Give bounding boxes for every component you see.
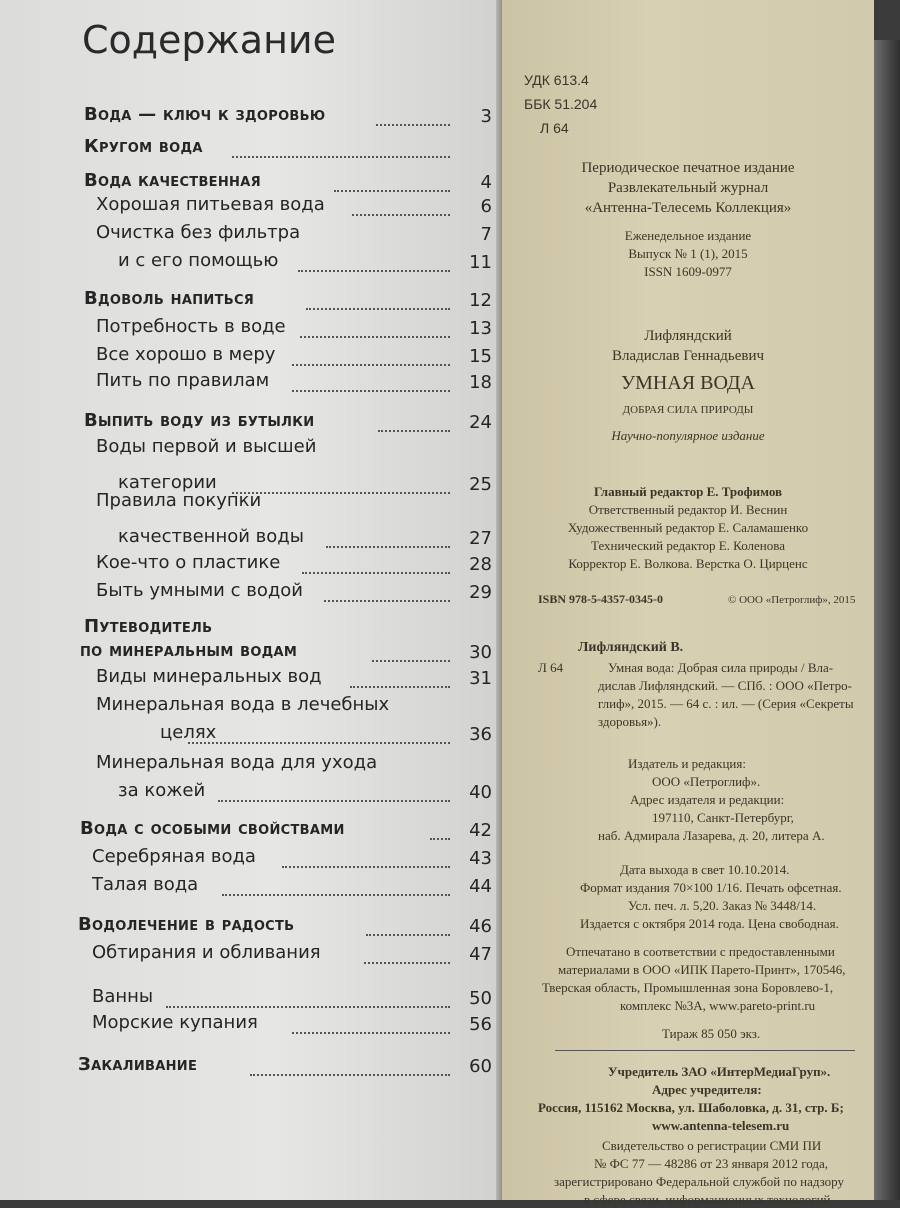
toc-page-number: 46 <box>469 916 492 937</box>
publisher-name: ООО «Петроглиф». <box>652 774 761 789</box>
toc-page-number: 18 <box>469 372 492 393</box>
toc-entry-title: Минеральная вода для ухода <box>96 752 378 773</box>
toc-entry-title: категории <box>118 472 217 493</box>
publisher-city: 197110, Санкт-Петербург, <box>652 810 794 825</box>
publisher-heading: Издатель и редакция: <box>628 756 746 771</box>
toc-entry-title: Кое-что о пластике <box>96 552 281 573</box>
toc-page-number: 11 <box>469 252 492 273</box>
leader-dots <box>352 214 450 216</box>
toc-page-number: 43 <box>469 848 492 869</box>
toc-page-number: 4 <box>480 172 492 193</box>
udk-code: УДК 613.4 <box>524 72 589 88</box>
toc-entry-title: по минеральным водам <box>80 640 298 661</box>
art-editor: Художественный редактор Е. Саламашенко <box>567 520 809 535</box>
leader-dots <box>292 1032 450 1034</box>
leader-dots <box>166 1006 450 1008</box>
toc-entry-title: Обтирания и обливания <box>92 942 321 963</box>
print-order: Усл. печ. л. 5,20. Заказ № 3448/14. <box>628 898 817 913</box>
toc-page-number: 40 <box>469 782 492 803</box>
pub-name: «Антенна-Телесемь Коллекция» <box>584 200 792 216</box>
card-line-3: глиф», 2015. — 64 с. : ил. — (Серия «Секреты <box>598 696 854 711</box>
print-run: Тираж 85 050 экз. <box>662 1026 761 1041</box>
leader-dots <box>302 572 450 574</box>
pub-freq: Еженедельное издание <box>624 228 752 243</box>
tech-editor: Технический редактор Е. Коленова <box>591 538 785 553</box>
toc-page-number: 12 <box>469 290 492 311</box>
toc-page-number: 44 <box>469 876 492 897</box>
toc-entry-title: Хорошая питьевая вода <box>96 194 325 215</box>
toc-page-number: 30 <box>469 642 492 663</box>
toc-entry-title: Воды первой и высшей <box>96 436 317 457</box>
toc-page-number: 50 <box>469 988 492 1009</box>
toc-entry-title: Минеральная вода в лечебных <box>96 694 390 715</box>
pub-issn: ISSN 1609-0977 <box>644 264 732 279</box>
card-line-4: здоровья»). <box>598 714 662 729</box>
pub-issue: Выпуск № 1 (1), 2015 <box>628 246 748 261</box>
leader-dots <box>282 866 450 868</box>
book-genre: Научно-популярное издание <box>611 428 765 443</box>
toc-page-number: 7 <box>480 224 492 245</box>
toc-page-number: 47 <box>469 944 492 965</box>
toc-page-number: 29 <box>469 582 492 603</box>
toc-entry-title: и с его помощью <box>118 250 279 271</box>
leader-dots <box>300 336 450 338</box>
leader-dots <box>350 686 450 688</box>
author-name: Владислав Геннадьевич <box>611 348 765 364</box>
pub-kind: Развлекательный журнал <box>607 180 769 196</box>
bbk-code: ББК 51.204 <box>524 96 598 112</box>
leader-dots <box>232 492 450 494</box>
page-title: Содержание <box>82 18 336 62</box>
registration-sphere: в сфере связи, информационных технологий <box>584 1192 831 1207</box>
toc-page-number: 42 <box>469 820 492 841</box>
founder-address: Россия, 115162 Москва, ул. Шаболовка, д. 31, стр. Б; <box>538 1100 844 1115</box>
author-surname: Лифляндский <box>644 328 732 344</box>
leader-dots <box>366 934 450 936</box>
toc-page-number: 36 <box>469 724 492 745</box>
toc-page-number: 24 <box>469 412 492 433</box>
toc-entry-title: Закаливание <box>78 1054 198 1075</box>
leader-dots <box>232 156 450 158</box>
toc-entry-title: Водолечение в радость <box>78 914 295 935</box>
author-sign: Л 64 <box>540 120 569 136</box>
leader-dots <box>430 838 450 840</box>
card-line-2: дислав Лифляндский. — СПб. : ООО «Петро- <box>598 678 852 693</box>
toc-page-number: 60 <box>469 1056 492 1077</box>
book-title: УМНАЯ ВОДА <box>620 372 756 394</box>
leader-dots <box>292 364 450 366</box>
toc-entry-title: Пить по правилам <box>96 370 270 391</box>
toc-entry-title: Потребность в воде <box>96 316 286 337</box>
print-format: Формат издания 70×100 1/16. Печать офсетная. <box>580 880 842 895</box>
book-subtitle: ДОБРАЯ СИЛА ПРИРОДЫ <box>622 404 754 416</box>
leader-dots <box>376 124 450 126</box>
leader-dots <box>324 600 450 602</box>
toc-entry-title: Очистка без фильтра <box>96 222 301 243</box>
leader-dots <box>188 742 450 744</box>
toc-entry-title: Быть умными с водой <box>96 580 303 601</box>
leader-dots <box>334 190 450 192</box>
toc-entry-title: Ванны <box>92 986 154 1007</box>
publisher-street: наб. Адмирала Лазарева, д. 20, литера А. <box>598 828 825 843</box>
toc-page-number: 31 <box>469 668 492 689</box>
printer-line-2: материалами в ООО «ИПК Парето-Принт», 170546, <box>558 962 846 977</box>
divider-line <box>555 1050 855 1051</box>
release-date: Дата выхода в свет 10.10.2014. <box>620 862 790 877</box>
toc-page-number: 15 <box>469 346 492 367</box>
printer-line-3: Тверская область, Промышленная зона Боровлево-1, <box>542 980 834 995</box>
toc-entry-title: Все хорошо в меру <box>96 344 276 365</box>
resp-editor: Ответственный редактор И. Веснин <box>588 502 788 517</box>
printer-line-1: Отпечатано в соответствии с предоставленными <box>566 944 835 959</box>
leader-dots <box>306 308 450 310</box>
toc-entry-title: Вдоволь напиться <box>84 288 255 309</box>
toc-page-number: 13 <box>469 318 492 339</box>
toc-entry-title: качественной воды <box>118 526 304 547</box>
toc-entry-title: Талая вода <box>92 874 199 895</box>
founder-website: www.antenna-telesem.ru <box>652 1118 790 1133</box>
leader-dots <box>378 430 450 432</box>
leader-dots <box>372 660 450 662</box>
toc-entry-title: Выпить воду из бутылки <box>84 410 315 431</box>
toc-page-number: 3 <box>480 106 492 127</box>
copyright: © ООО «Петроглиф», 2015 <box>728 594 856 606</box>
publisher-address-heading: Адрес издателя и редакции: <box>630 792 785 807</box>
toc-entry-title: Правила покупки <box>96 490 262 511</box>
pub-type: Периодическое печатное издание <box>581 160 795 176</box>
toc-page-number: 56 <box>469 1014 492 1035</box>
toc-page-number: 25 <box>469 474 492 495</box>
card-code: Л 64 <box>538 660 564 675</box>
registration-heading: Свидетельство о регистрации СМИ ПИ <box>602 1138 822 1153</box>
chief-editor: Главный редактор Е. Трофимов <box>593 484 783 499</box>
leader-dots <box>298 270 450 272</box>
leader-dots <box>292 390 450 392</box>
toc-page-number: 6 <box>480 196 492 217</box>
toc-entry-title: Виды минеральных вод <box>96 666 322 687</box>
card-line-1: Умная вода: Добрая сила природы / Вла- <box>608 660 834 675</box>
price-note: Издается с октября 2014 года. Цена свободная. <box>580 916 839 931</box>
printer-line-4: комплекс №3А, www.pareto-print.ru <box>620 998 816 1013</box>
isbn: ISBN 978-5-4357-0345-0 <box>538 592 663 606</box>
toc-entry-title: Серебряная вода <box>92 846 256 867</box>
toc-page-number: 28 <box>469 554 492 575</box>
leader-dots <box>364 962 450 964</box>
toc-entry-title: Кругом вода <box>84 136 203 157</box>
toc-entry-title: Морские купания <box>92 1012 258 1033</box>
toc-entry-title: Вода с особыми свойствами <box>80 818 345 839</box>
toc-page-number: 27 <box>469 528 492 549</box>
toc-entry-title: за кожей <box>118 780 206 801</box>
corrector: Корректор Е. Волкова. Верстка О. Цирценс <box>568 556 808 571</box>
registration-number: № ФС 77 — 48286 от 23 января 2012 года, <box>594 1156 829 1171</box>
toc-entry-title: Вода — ключ к здоровью <box>84 104 326 125</box>
toc-entry-title: Путеводитель <box>84 616 213 637</box>
page-edge-shadow <box>874 40 900 1200</box>
founder-name: Учредитель ЗАО «ИнтерМедиаГруп». <box>608 1064 831 1079</box>
leader-dots <box>222 894 450 896</box>
card-author: Лифляндский В. <box>578 640 684 655</box>
imprint-page <box>502 0 874 1207</box>
toc-entry-title: целях <box>160 722 217 743</box>
leader-dots <box>326 546 450 548</box>
toc-entry-title: Вода качественная <box>84 170 261 191</box>
leader-dots <box>218 800 450 802</box>
registration-authority: зарегистрировано Федеральной службой по надзору <box>554 1174 845 1189</box>
leader-dots <box>250 1074 450 1076</box>
founder-address-heading: Адрес учредителя: <box>652 1082 762 1097</box>
